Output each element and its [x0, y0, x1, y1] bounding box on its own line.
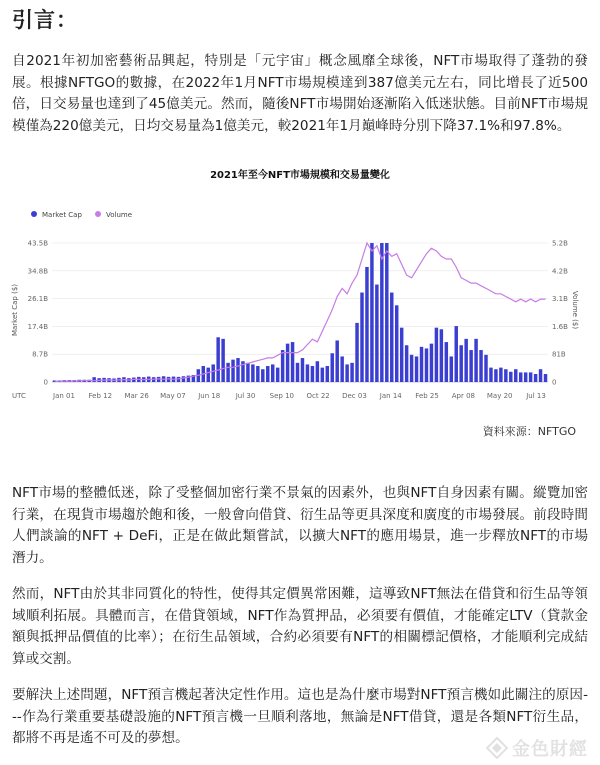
market-cap-bar: [504, 369, 507, 382]
market-cap-bar: [246, 363, 249, 382]
market-cap-bar: [331, 353, 334, 382]
legend-marker-volume: [95, 211, 101, 217]
market-cap-bar: [469, 350, 472, 382]
source-caption: 資料來源：NFTGO: [482, 425, 576, 438]
market-cap-bar: [350, 363, 353, 382]
market-cap-bar: [261, 369, 264, 382]
market-cap-bar: [236, 358, 239, 382]
chart-figure: [0, 160, 600, 460]
x-tick-label: Jun 18: [198, 392, 221, 400]
y-right-tick-label: 0: [552, 378, 557, 387]
market-cap-bar: [345, 364, 348, 382]
watermark-logo-icon: [486, 737, 508, 759]
market-cap-bar: [301, 358, 304, 382]
y-left-tick-label: 34.8B: [27, 267, 48, 276]
market-cap-bar: [281, 350, 284, 382]
x-tick-label: May 07: [160, 392, 186, 400]
market-cap-bar: [474, 339, 477, 382]
market-cap-bar: [425, 348, 428, 382]
market-cap-bar: [489, 368, 492, 382]
market-cap-bar: [216, 337, 219, 382]
market-cap-bar: [182, 376, 185, 382]
y-axis-right-ticks: [552, 240, 568, 387]
paragraph-pricing-difficulty: 然而，NFT由於其非同質化的特性，使得其定價異常困難，這導致NFT無法在借貸和衍生品等領域順利拓展。具體而言，在借貸領域，NFT作為質押品，必須要有價值，才能確定LTV（貸款金額與抵押品價值的比率）；在衍生品領域，合約必須要有NFT的相關標記價格，才能順利完成結算或交割。: [12, 586, 588, 667]
market-cap-bar: [544, 374, 547, 382]
market-cap-bar: [370, 243, 373, 382]
market-cap-bar: [365, 267, 368, 382]
watermark: [486, 735, 588, 761]
y-left-tick-label: 8.7B: [32, 350, 48, 359]
x-tick-label: Jan 01: [53, 392, 75, 400]
y-axis-left-label: Market Cap ($): [11, 283, 19, 337]
section-heading: 引言：: [12, 8, 78, 32]
market-cap-bar: [410, 355, 413, 382]
market-cap-bar: [221, 339, 224, 382]
market-cap-bar: [226, 363, 229, 382]
legend-label-volume: Volume: [106, 211, 133, 219]
market-cap-bar: [459, 345, 462, 382]
market-cap-bar: [405, 345, 408, 382]
market-cap-bar: [450, 356, 453, 382]
market-cap-bar: [311, 366, 314, 382]
x-tick-label: Oct 22: [306, 392, 330, 400]
x-tick-label: Feb 25: [415, 392, 439, 400]
market-cap-bar: [440, 329, 443, 382]
x-tick-label: May 20: [486, 392, 513, 400]
market-cap-bar: [529, 372, 532, 382]
x-tick-label: Sep 10: [269, 392, 295, 400]
paragraph-oracle-role: 要解決上述問題，NFT預言機起著決定性作用。這也是為什麼市場對NFT預言機如此關注的原因---作為行業重要基礎設施的NFT預言機一旦順利落地，無論是NFT借貸，還是各類NFT衍生品，都將不再是遙不可及的夢想。: [12, 687, 588, 746]
market-cap-bar: [321, 368, 324, 382]
y-axis-right-label: Volume ($): [571, 290, 579, 330]
y-axis-left-ticks: [28, 240, 49, 387]
market-cap-bar: [415, 356, 418, 382]
market-cap-bar: [519, 372, 522, 382]
market-cap-bar: [479, 350, 482, 382]
market-cap-bars: [53, 243, 548, 382]
market-cap-bar: [316, 361, 319, 382]
market-cap-bar: [340, 356, 343, 382]
market-cap-bar: [335, 340, 338, 382]
paragraph-market-downturn: NFT市場的整體低迷，除了受整個加密行業不景氣的因素外，也與NFT自身因素有關。縱覽加密行業，在現貨市場趨於飽和後，一般會向借貸、衍生品等更具深度和廣度的市場發展。前段時間人們談論的NFT + DeFi，正是在做此類嘗試，以擴大NFT的應用場景，進一步釋放NFT的市場潛力。: [12, 485, 588, 566]
market-cap-bar: [514, 369, 517, 382]
market-cap-bar: [266, 366, 269, 382]
market-cap-bar: [435, 328, 438, 382]
market-cap-bar: [494, 369, 497, 382]
market-cap-bar: [539, 369, 542, 382]
market-cap-bar: [420, 347, 423, 382]
market-cap-bar: [455, 326, 458, 382]
market-cap-bar: [385, 243, 388, 382]
market-cap-bar: [211, 364, 214, 382]
nft-market-chart: [0, 160, 600, 420]
y-left-tick-label: 26.1B: [27, 295, 48, 304]
market-cap-bar: [326, 366, 329, 382]
market-cap-bar: [251, 364, 254, 382]
y-right-tick-label: 5.2B: [552, 239, 568, 248]
y-right-tick-label: 4.2B: [552, 267, 568, 276]
market-cap-bar: [286, 344, 289, 382]
x-axis-utc-label: UTC: [12, 392, 26, 400]
market-cap-bar: [271, 364, 274, 382]
market-cap-bar: [355, 323, 358, 382]
legend-label-market-cap: Market Cap: [42, 211, 82, 219]
legend-marker-market-cap: [31, 211, 37, 217]
market-cap-bar: [395, 305, 398, 382]
y-left-tick-label: 43.5B: [27, 239, 48, 248]
market-cap-bar: [380, 243, 383, 382]
watermark-text: 金色財經: [512, 739, 588, 760]
intro-paragraph: 自2021年初加密藝術品興起，特別是「元宇宙」概念風靡全球後，NFT市場取得了蓬勃的發展。根據NFTGO的數據，在2022年1月NFT市場規模達到387億美元左右，同比增長了近500倍，日交易量也達到了45億美元。然而，隨後NFT市場開始逐漸陷入低迷狀態。目前NFT市場規模僅為220億美元，日均交易量為1億美元，較2021年1月巔峰時分別下降37.1%和97.8%。: [12, 53, 588, 134]
x-axis-ticks: [52, 392, 546, 400]
market-cap-bar: [276, 368, 279, 382]
market-cap-bar: [375, 285, 378, 382]
y-right-tick-label: 1.6B: [552, 322, 568, 331]
y-left-tick-label: 17.4B: [27, 322, 48, 331]
chart-title: 2021年至今NFT市場規模和交易量變化: [210, 170, 390, 181]
chart-legend: [31, 211, 132, 219]
y-right-tick-label: 3.1B: [552, 295, 568, 304]
market-cap-bar: [390, 293, 393, 382]
market-cap-bar: [509, 372, 512, 382]
market-cap-bar: [400, 328, 403, 382]
x-tick-label: Jan 14: [379, 392, 402, 400]
market-cap-bar: [484, 355, 487, 382]
market-cap-bar: [534, 374, 537, 382]
x-tick-label: Apr 08: [451, 392, 476, 400]
y-left-tick-label: 0: [43, 378, 48, 387]
x-tick-label: Jul 30: [235, 392, 256, 400]
market-cap-bar: [256, 366, 259, 382]
market-cap-bar: [207, 368, 210, 382]
market-cap-bar: [231, 360, 234, 382]
chart-gridlines: [52, 243, 548, 382]
x-tick-label: Feb 12: [88, 392, 113, 400]
market-cap-bar: [291, 342, 294, 382]
market-cap-bar: [430, 344, 433, 382]
y-right-tick-label: 81B: [552, 350, 566, 359]
market-cap-bar: [296, 363, 299, 382]
market-cap-bar: [360, 293, 363, 382]
x-tick-label: Jul 13: [526, 392, 546, 400]
market-cap-bar: [464, 339, 467, 382]
x-tick-label: Mar 26: [124, 392, 149, 400]
market-cap-bar: [306, 364, 309, 382]
x-tick-label: Dec 03: [342, 392, 367, 400]
market-cap-bar: [445, 342, 448, 382]
market-cap-bar: [524, 372, 527, 382]
market-cap-bar: [499, 368, 502, 382]
